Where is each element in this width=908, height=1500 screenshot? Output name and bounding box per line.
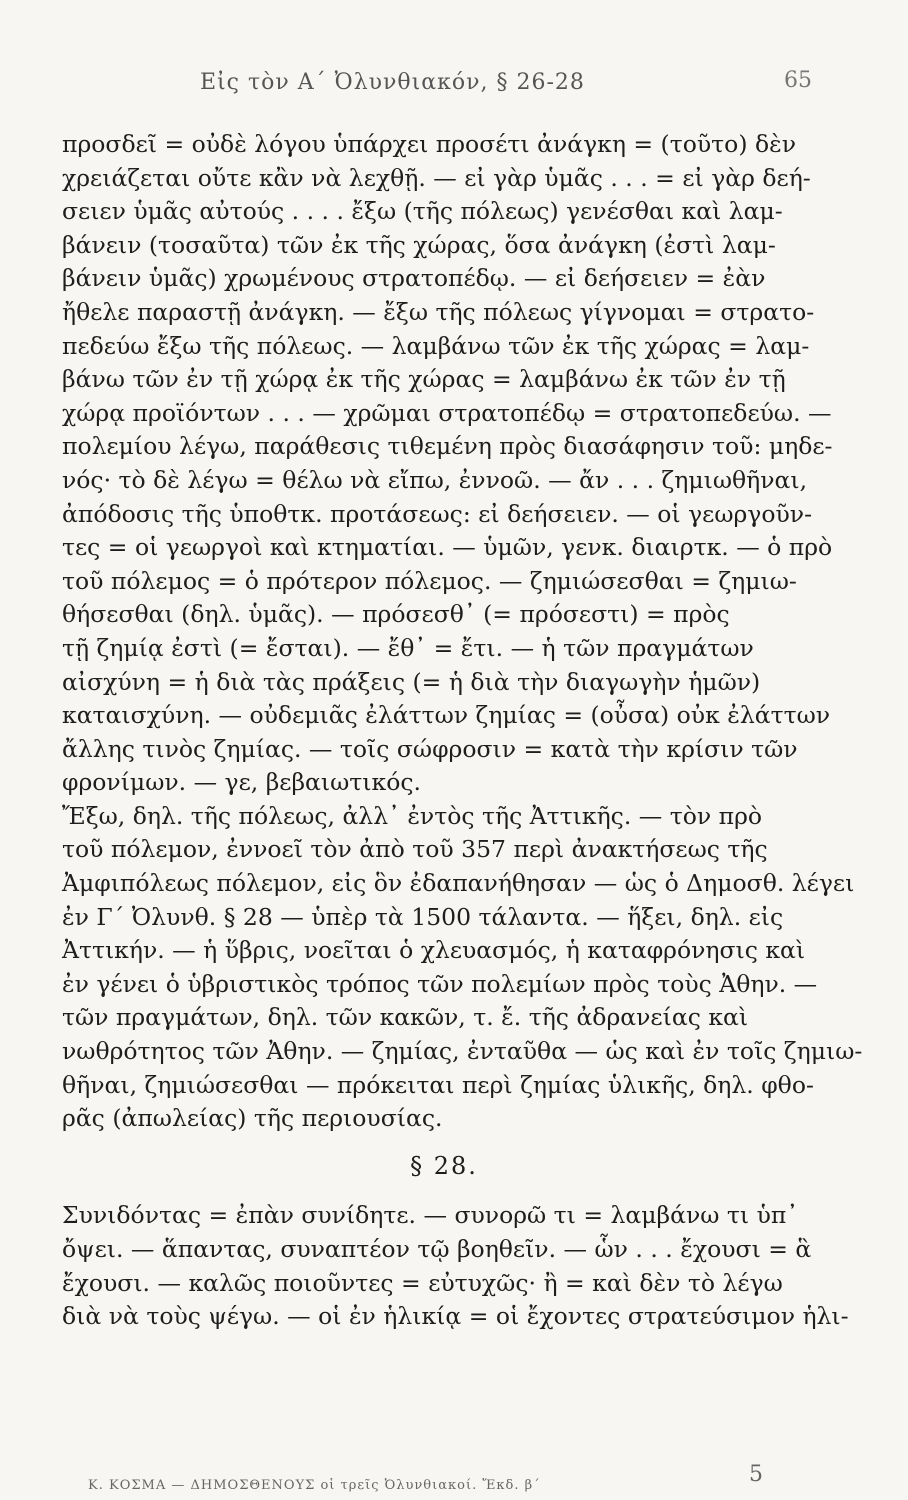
text-line: τοῦ πόλεμον, ἐννοεῖ τὸν ἀπὸ τοῦ 357 περὶ ἀνακτήσεως τῆς <box>62 835 768 864</box>
text-line: ἄλλης τινὸς ζημίας. — τοῖς σώφροσιν = κατὰ τὴν κρίσιν τῶν <box>62 734 798 763</box>
text-line: βάνειν ὑμᾶς) χρωμένους στρατοπέδῳ. — εἰ δεήσειεν = ἐὰν <box>62 264 766 293</box>
text-line: Ἔξω, δηλ. τῆς πόλεως, ἀλλ᾿ ἐντὸς τῆς Ἀττικῆς. — τὸν πρὸ <box>62 801 763 830</box>
text-line: ἤθελε παραστῇ ἀνάγκη. — ἔξω τῆς πόλεως γίγνομαι = στρατο- <box>62 297 815 326</box>
text-line: τοῦ πόλεμος = ὁ πρότερον πόλεμος. — ζημιώσεσθαι = ζημιω- <box>62 566 797 595</box>
text-line: προσδεῖ = οὐδὲ λόγου ὑπάρχει προσέτι ἀνάγκη = (τοῦτο) δὲν <box>62 130 796 158</box>
text-line: ἐν Γ΄ Ὀλυνθ. § 28 — ὑπὲρ τὰ 1500 τάλαντα. — ἥξει, δηλ. εἰς <box>62 902 784 931</box>
text-line: χώρᾳ προϊόντων . . . — χρῶμαι στρατοπέδῳ = στρατοπεδεύω. — <box>62 398 832 427</box>
text-line: ἀπόδοσις τῆς ὑποθτκ. προτάσεως: εἰ δεήσειεν. — οἱ γεωργοῦν- <box>62 499 813 528</box>
text-line: βάνω τῶν ἐν τῇ χώρᾳ ἐκ τῆς χώρας = λαμβάνω ἐκ τῶν ἐν τῇ <box>62 365 786 394</box>
text-line: πολεμίου λέγω, παράθεσις τιθεμένη πρὸς διασάφησιν τοῦ: μηδε- <box>62 432 833 461</box>
text-line: πεδεύω ἔξω τῆς πόλεως. — λαμβάνω τῶν ἐκ τῆς χώρας = λαμ- <box>62 331 810 360</box>
text-line: χρειάζεται οὔτε κἂν νὰ λεχθῇ. — εἰ γὰρ ὑμᾶς . . . = εἰ γὰρ δεή- <box>62 163 811 192</box>
signature-mark: 5 <box>749 1462 763 1487</box>
commentary-block-26-27 <box>62 128 833 800</box>
commentary-block-28 <box>62 1199 849 1333</box>
text-line: Ἀμφιπόλεως πόλεμον, εἰς ὃν ἐδαπανήθησαν — ὡς ὁ Δημοσθ. λέγει <box>62 869 855 898</box>
commentary-block-27 <box>62 800 863 1136</box>
text-line: τες = οἱ γεωργοὶ καὶ κτηματίαι. — ὑμῶν, γενκ. διαιρτκ. — ὁ πρὸ <box>62 533 833 562</box>
footer-imprint: Κ. ΚΟΣΜΑ — ΔΗΜΟΣΘΕΝΟΥΣ οἱ τρεῖς Ὀλυνθιακοί. Ἔκδ. β΄ <box>88 1478 541 1493</box>
text-line: φρονίμων. — γε, βεβαιωτικός. <box>62 768 421 797</box>
text-line: ρᾶς (ἀπωλείας) τῆς περιουσίας. <box>62 1104 443 1133</box>
running-head: Εἰς τὸν Α΄ Ὀλυνθιακόν, § 26-28 <box>200 70 585 95</box>
section-heading: § 28. <box>410 1151 478 1180</box>
commentary-body <box>62 128 863 1334</box>
text-line: βάνειν (τοσαῦτα) τῶν ἐκ τῆς χώρας, ὅσα ἀνάγκη (ἐστὶ λαμ- <box>62 230 776 259</box>
text-line: Συνιδόντας = ἐπὰν συνίδητε. — συνορῶ τι = λαμβάνω τι ὑπ᾿ <box>62 1201 799 1230</box>
text-line: αἰσχύνη = ἡ διὰ τὰς πράξεις (= ἡ διὰ τὴν διαγωγὴν ἡμῶν) <box>62 667 761 696</box>
text-line: καταισχύνη. — οὐδεμιᾶς ἐλάττων ζημίας = (οὖσα) οὐκ ἐλάττων <box>62 701 831 730</box>
text-line: νωθρότητος τῶν Ἀθην. — ζημίας, ἐνταῦθα — ὡς καὶ ἐν τοῖς ζημιω- <box>62 1037 863 1066</box>
text-line: θῆναι, ζημιώσεσθαι — πρόκειται περὶ ζημίας ὑλικῆς, δηλ. φθο- <box>62 1070 814 1099</box>
text-line: σειεν ὑμᾶς αὐτούς . . . . ἔξω (τῆς πόλεως) γενέσθαι καὶ λαμ- <box>62 197 783 226</box>
page-number: 65 <box>784 68 812 93</box>
text-line: Ἀττικήν. — ἡ ὕβρις, νοεῖται ὁ χλευασμός, ἡ καταφρόνησις καὶ <box>62 936 806 965</box>
text-line: νός· τὸ δὲ λέγω = θέλω νὰ εἴπω, ἐννοῶ. — ἄν . . . ζημιωθῆναι, <box>62 465 808 494</box>
text-line: ὄψει. — ἅπαντας, συναπτέον τῷ βοηθεῖν. — ὧν . . . ἔχουσι = ἃ <box>62 1235 812 1263</box>
text-line: ἐν γένει ὁ ὑβριστικὸς τρόπος τῶν πολεμίων πρὸς τοὺς Ἀθην. — <box>62 969 818 998</box>
text-line: διὰ νὰ τοὺς ψέγω. — οἱ ἐν ἡλικίᾳ = οἱ ἔχοντες στρατεύσιμον ἡλι- <box>62 1302 849 1331</box>
text-line: τῶν πραγμάτων, δηλ. τῶν κακῶν, τ. ἔ. τῆς ἀδρανείας καὶ <box>62 1003 749 1032</box>
text-line: ἔχουσι. — καλῶς ποιοῦντες = εὐτυχῶς· ἢ = καὶ δὲν τὸ λέγω <box>62 1268 783 1297</box>
text-line: θήσεσθαι (δηλ. ὑμᾶς). — πρόσεσθ᾿ (= πρόσεστι) = πρὸς <box>62 600 730 629</box>
text-line: τῇ ζημίᾳ ἐστὶ (= ἔσται). — ἔθ᾿ = ἔτι. — ἡ τῶν πραγμάτων <box>62 633 754 662</box>
